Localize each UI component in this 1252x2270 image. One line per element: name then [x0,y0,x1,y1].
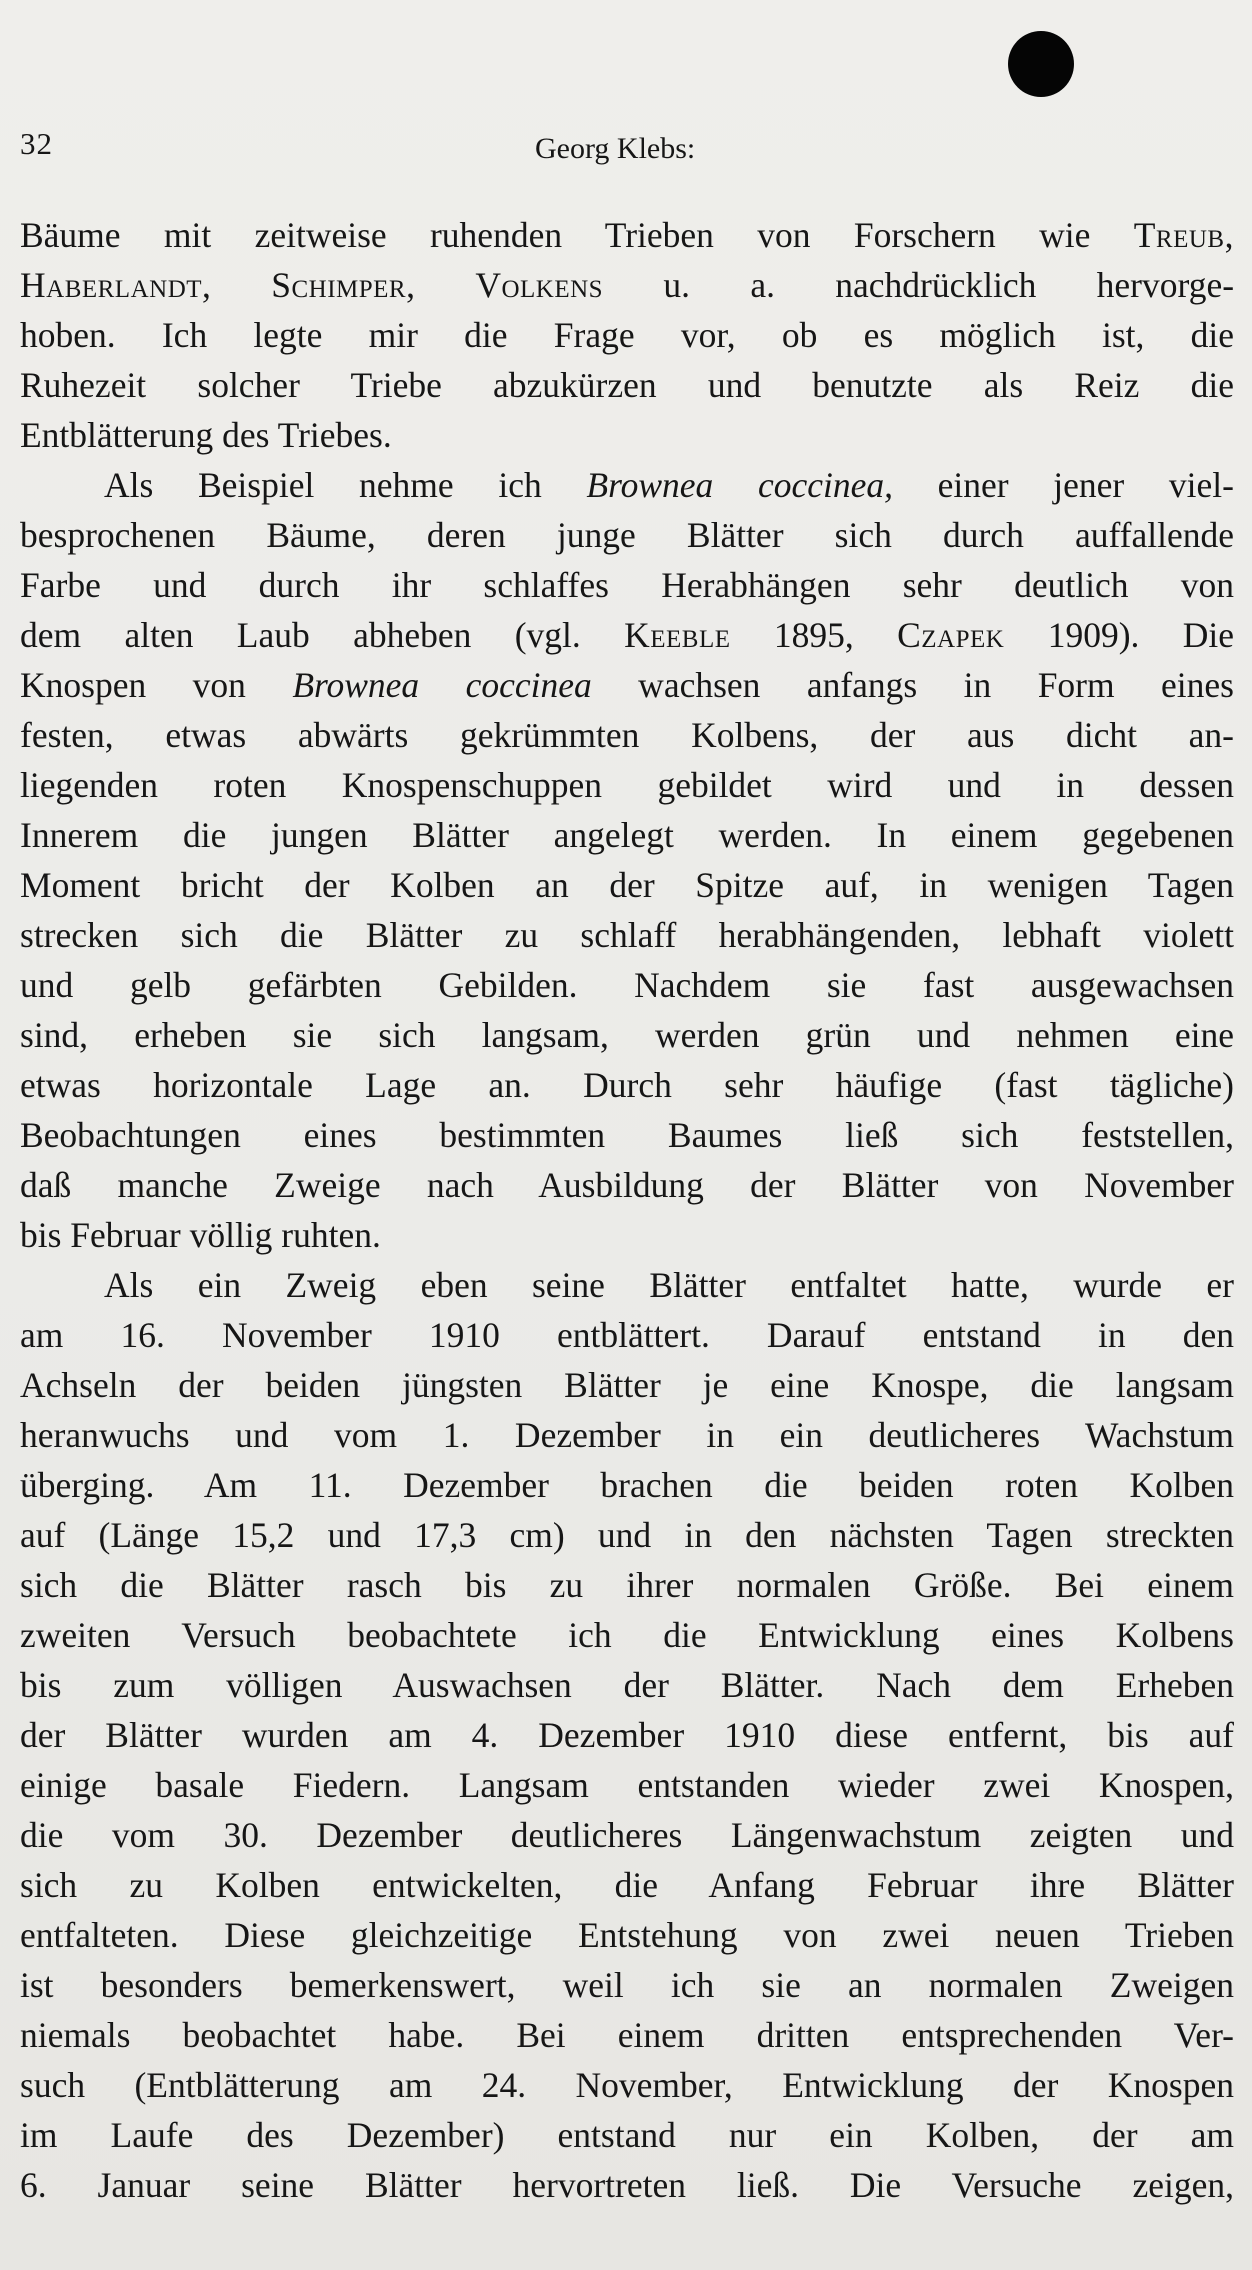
text-segment: dem alten Laub abheben (vgl. [20,615,625,655]
text-segment: Als Beispiel nehme ich [104,465,587,505]
text-line: liegenden roten Knospenschuppen gebildet wird und in dessen [20,765,1234,805]
text-line: ist besonders bemerkenswert, weil ich sie an normalen Zweigen [20,1965,1234,2005]
text-line: daß manche Zweige nach Ausbildung der Blätter von November [20,1165,1234,1205]
text-line: sich die Blätter rasch bis zu ihrer normalen Größe. Bei einem [20,1565,1234,1605]
text-line: der Blätter wurden am 4. Dezember 1910 diese entfernt, bis auf [20,1715,1234,1755]
text-line: im Laufe des Dezember) entstand nur ein Kolben, der am [20,2115,1234,2155]
text-line: strecken sich die Blätter zu schlaff herabhängenden, lebhaft violett [20,915,1234,955]
text-line: etwas horizontale Lage an. Durch sehr häufige (fast tägliche) [20,1065,1234,1105]
text-line: und gelb gefärbten Gebilden. Nachdem sie fast ausgewachsen [20,965,1234,1005]
text-segment: , [202,265,272,305]
author-name: Haberlandt [20,265,203,305]
text-line: besprochenen Bäume, deren junge Blätter sich durch auffallende [20,515,1234,555]
text-line [20,660,1234,710]
text-line [20,260,1234,310]
text-line: auf (Länge 15,2 und 17,3 cm) und in den nächsten Tagen streckten [20,1515,1234,1555]
text-line: niemals beobachtet habe. Bei einem dritten entsprechenden Ver- [20,2015,1234,2055]
text-line: such (Entblätterung am 24. November, Entwicklung der Knospen [20,2065,1234,2105]
text-segment: , [406,265,476,305]
text-segment: einer jener viel- [892,465,1234,505]
text-line: 6. Januar seine Blätter hervortreten ließ. Die Versuche zeigen, [20,2165,1234,2205]
text-line: sich zu Kolben entwickelten, die Anfang Februar ihre Blätter [20,1865,1234,1905]
text-segment: Bäume mit zeitweise ruhenden Trieben von Forschern wie [20,215,1134,255]
body-text [20,210,1234,2210]
text-segment: u. a. nachdrücklich hervorge- [603,265,1235,305]
text-line [20,460,1234,510]
text-line: Beobachtungen eines bestimmten Baumes ließ sich feststellen, [20,1115,1234,1155]
text-line: festen, etwas abwärts gekrümmten Kolbens, der aus dicht an- [20,715,1234,755]
text-line [20,610,1234,660]
text-segment: 1909). Die [1004,615,1234,655]
text-line: einige basale Fiedern. Langsam entstanden wieder zwei Knospen, [20,1765,1234,1805]
text-line: heranwuchs und vom 1. Dezember in ein deutlicheres Wachstum [20,1415,1234,1455]
species-name: Brownea coccinea [292,665,592,705]
author-name: Treub, [1133,215,1234,255]
text-line: überging. Am 11. Dezember brachen die beiden roten Kolben [20,1465,1234,1505]
author-name: Volkens [475,265,604,305]
author-name: Keeble [624,615,731,655]
text-line: Innerem die jungen Blätter angelegt werden. In einem gegebenen [20,815,1234,855]
author-name: Czapek [897,615,1005,655]
text-line: bis zum völligen Auswachsen der Blätter. Nach dem Erheben [20,1665,1234,1705]
author-name: Schimper [271,265,407,305]
text-line: bis Februar völlig ruhten. [20,1215,381,1255]
text-line: sind, erheben sie sich langsam, werden grün und nehmen eine [20,1015,1234,1055]
text-line: Ruhezeit solcher Triebe abzukürzen und benutzte als Reiz die [20,365,1234,405]
text-line [20,210,1234,260]
text-line: hoben. Ich legte mir die Frage vor, ob es möglich ist, die [20,315,1234,355]
punch-hole-mark [1008,31,1074,97]
text-segment: wachsen anfangs in Form eines [591,665,1234,705]
page-header [20,124,1234,174]
text-line: Moment bricht der Kolben an der Spitze auf, in wenigen Tagen [20,865,1234,905]
text-line: am 16. November 1910 entblättert. Darauf entstand in den [20,1315,1234,1355]
text-line: Entblätterung des Triebes. [20,415,392,455]
text-line: zweiten Versuch beobachtete ich die Entwicklung eines Kolbens [20,1615,1234,1655]
page-number: 32 [20,126,53,161]
species-name: Brownea coccinea, [586,465,893,505]
text-segment: Knospen von [20,665,293,705]
text-line: entfalteten. Diese gleichzeitige Entstehung von zwei neuen Trieben [20,1915,1234,1955]
text-line: Als ein Zweig eben seine Blätter entfaltet hatte, wurde er [104,1265,1234,1305]
text-line: Achseln der beiden jüngsten Blätter je eine Knospe, die langsam [20,1365,1234,1405]
text-segment: 1895, [730,615,898,655]
running-head: Georg Klebs: [535,132,696,165]
text-line: die vom 30. Dezember deutlicheres Längenwachstum zeigten und [20,1815,1234,1855]
text-line: Farbe und durch ihr schlaffes Herabhängen sehr deutlich von [20,565,1234,605]
